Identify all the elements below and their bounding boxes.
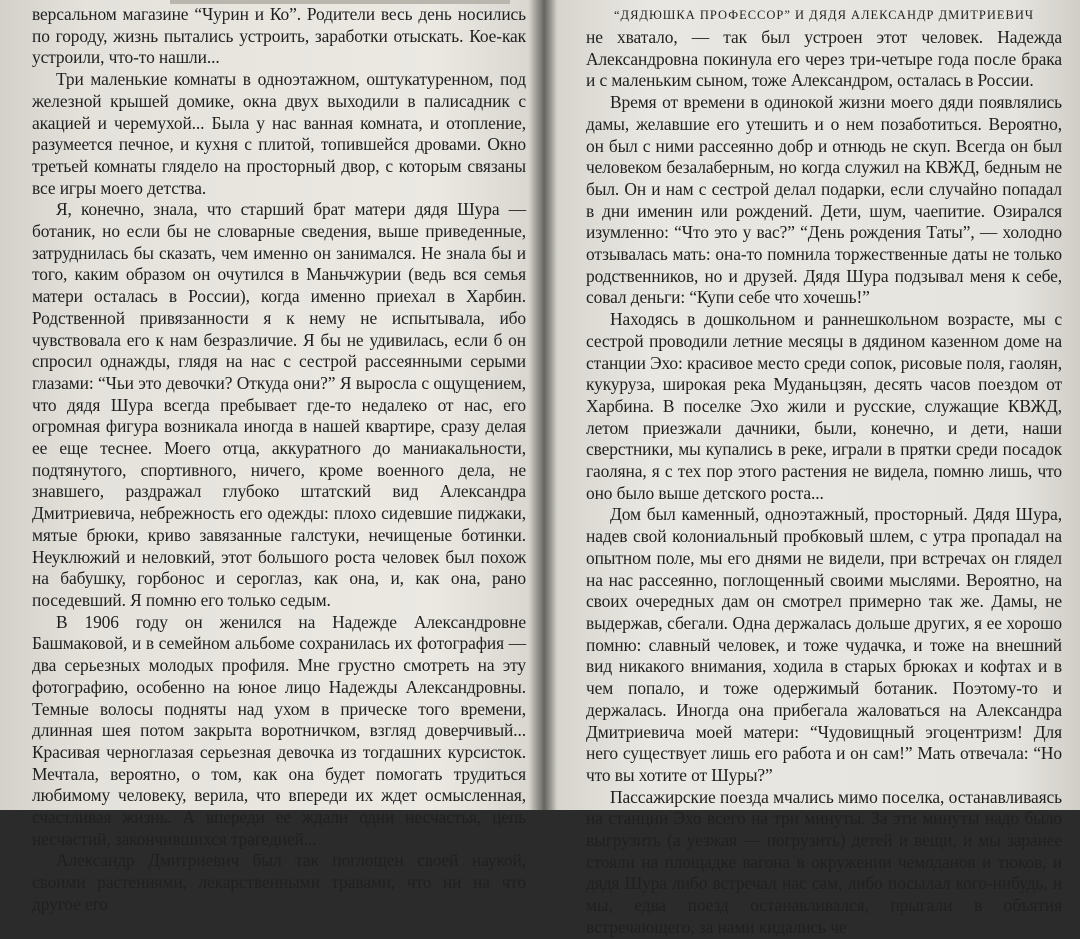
left-paragraph-1: версальном магазине “Чурин и Ко”. Родители весь день носились по городу, жизнь пытались устроить, заработки отыскать. Кое-как устроили, что-то нашли...	[32, 4, 526, 68]
left-paragraph-5: Александр Дмитриевич был так поглощен своей наукой, своими растениями, лекарственными травами, что ни на что другое его	[32, 850, 526, 914]
left-paragraph-3: Я, конечно, знала, что старший брат матери дядя Шура — ботаник, но если бы не словарные сведения, выше приведенные, затруднилась бы сказать, чем именно он занимался. Не знала бы и того, каким образом он очутился в Маньчжурии (ведь вся семья матери осталась в России), когда именно приехал в Харбин. Родственной привязанности я к нему не испытывала, ибо чувствовала его к нам безразличие. Я бы не удивилась, если б он спросил однажды, глядя на нас с сестрой рассеянными серыми глазами: “Чьи это девочки? Откуда они?” Я выросла с ощущением, что дядя Шура всегда пребывает где-то недалеко от нас, его огромная фигура возникала иногда в нашей квартире, сразу делая ее еще теснее. Моего отца, аккуратного до маниакальности, подтянутого, спортивного, ничего, кроме военного дела, не знавшего, раздражал глубоко штатский вид Александра Дмитриевича, небрежность его одежды: плохо сидевшие пиджаки, мятые брюки, криво завязанные галстуки, нечищеные ботинки. Неуклюжий и неловкий, этот большого роста человек был похож на бабушку, горбонос и сероглаз, как она, и, как она, рано поседевший. Я помню его только седым.	[32, 199, 526, 610]
right-paragraph-2: Время от времени в одинокой жизни моего дяди появлялись дамы, желавшие его утешить и о нем позаботиться. Вероятно, он был с ними рассеянно добр и отнюдь не скуп. Всегда он был человеком безалаберным, но когда служил на КВЖД, бедным не был. Он и нам с сестрой делал подарки, если случайно попадал в дни именин или рождений. Дети, шум, чаепитие. Озирался изумленно: “Что это у вас?” “День рождения Таты”, — холодно отзывалась мать: она-то помнила торжественные даты не только родственников, но и друзей. Дядя Шура подзывал меня к себе, совал деньги: “Купи себе что хочешь!”	[586, 92, 1062, 308]
right-paragraph-5: Пассажирские поезда мчались мимо поселка, останавливаясь на станции Эхо всего на три минуты. За эти минуты надо было выгрузить (а уезжая — погрузить) детей и вещи, и мы заранее стояли на площадке вагона в окружении чемоданов и тюков, и дядя Шура либо встречал нас сам, либо посылал кого-нибудь, и мы, едва поезд останавливался, прыгали в объятия встречающего, за нами кидались че	[586, 786, 1062, 937]
left-paragraph-4: В 1906 году он женился на Надежде Александровне Башмаковой, и в семейном альбоме сохранилась их фотография — два серьезных молодых профиля. Мне грустно смотреть на эту фотографию, особенно на юное лицо Надежды Александровны. Темные волосы подняты над ухом в прическе того времени, длинная шея потом закрыта воротничком, взгляд доверчивый... Красивая черноглазая серьезная девочка из тогдашних курсисток. Мечтала, вероятно, о том, как она будет помогать трудиться любимому человеку, верила, что впереди их ждет осмысленная, счастливая жизнь. А впереди ее ждали одни несчастья, цепь несчастий, закончившихся трагедией...	[32, 611, 526, 849]
left-page	[0, 0, 540, 914]
right-paragraph-1: не хватало, — так был устроен этот человек. Надежда Александровна покинула его через три-четыре года после брака и с маленьким сыном, тоже Александром, осталась в России.	[586, 27, 1062, 91]
right-page	[548, 0, 1080, 937]
left-paragraph-2: Три маленькие комнаты в одноэтажном, оштукатуренном, под железной крышей домике, окна двух выходили в палисадник с акацией и черемухой... Была у нас ванная комната, и отопление, разумеется печное, и кухня с плитой, топившейся дровами. Окно третьей комнаты глядело на просторный двор, с которым связаны все игры моего детства.	[32, 69, 526, 198]
running-head: “ДЯДЮШКА ПРОФЕССОР” И ДЯДЯ АЛЕКСАНДР ДМИТРИЕВИЧ	[614, 8, 1034, 22]
right-paragraph-3: Находясь в дошкольном и раннешкольном возрасте, мы с сестрой проводили летние месяцы в дядином казенном доме на станции Эхо: красивое место среди сопок, рисовые поля, гаолян, кукуруза, широкая река Муданьцзян, десять часов поездом от Харбина. В поселке Эхо жили и русские, служащие КВЖД, летом приезжали дачники, были, конечно, и дети, наши сверстники, мы купались в реке, играли в прятки среди посадок гаоляна, я с тех пор этого растения не видела, помню лишь, что оно было выше детского роста...	[586, 309, 1062, 503]
right-paragraph-4: Дом был каменный, одноэтажный, просторный. Дядя Шура, надев свой колониальный пробковый шлем, с утра пропадал на опытном поле, мы его днями не видели, при встречах он глядел на нас рассеянно, поглощенный своими мыслями. Вероятно, на своих очередных дам он смотрел примерно так же. Дамы, не выдержав, сбегали. Одна держалась дольше других, я ее хорошо помню: славный человек, и тоже чудачка, и тоже на внешний вид никакого внимания, ходила в старых брюках и кофтах и в чем попало, и тоже одержимый ботаник. Поэтому-то и держалась. Иногда она прибегала жаловаться на Александра Дмитриевича моей матери: “Чудовищный эгоцентризм! Для него существует лишь его работа и он сам!” Мать отвечала: “Но что вы хотите от Шуры?”	[586, 504, 1062, 785]
right-page-text	[586, 27, 1062, 939]
left-page-text	[32, 4, 526, 916]
